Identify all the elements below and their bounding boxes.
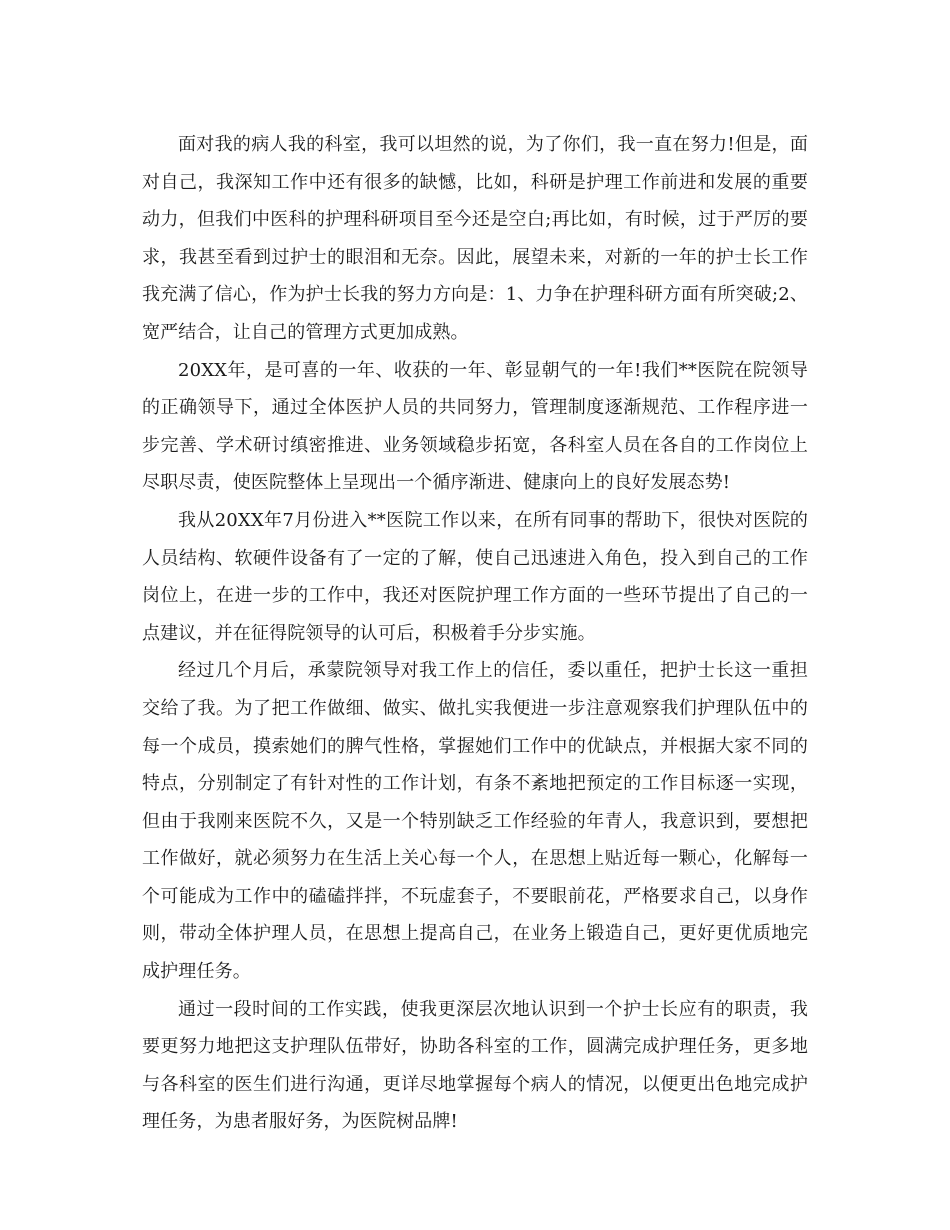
paragraph-2: 20XX年，是可喜的一年、收获的一年、彰显朝气的一年!我们**医院在院领导的正确领导下，通过全体医护人员的共同努力，管理制度逐渐规范、工作程序进一步完善、学术研讨缜密推进、业务领域稳步拓宽，各科室人员在各自的工作岗位上尽职尽责，使医院整体上呈现出一个循序渐进、健康向上的良好发展态势! — [142, 359, 808, 494]
paragraph-4: 经过几个月后，承蒙院领导对我工作上的信任，委以重任，把护士长这一重担交给了我。为了把工作做细、做实、做扎实我便进一步注意观察我们护理队伍中的每一个成员，摸索她们的脾气性格，掌握她们工作中的优缺点，并根据大家不同的特点，分别制定了有针对性的工作计划，有条不紊地把预定的工作目标逐一实现，但由于我刚来医院不久，又是一个特别缺乏工作经验的年青人，我意识到，要想把工作做好，就必须努力在生活上关心每一个人，在思想上贴近每一颗心，化解每一个可能成为工作中的磕磕拌拌，不玩虚套子，不要眼前花，严格要求自己，以身作则，带动全体护理人员，在思想上提高自己，在业务上锻造自己，更好更优质地完成护理任务。 — [142, 660, 808, 983]
paragraph-3: 我从20XX年7月份进入**医院工作以来，在所有同事的帮助下，很快对医院的人员结构、软硬件设备有了一定的了解，使自己迅速进入角色，投入到自己的工作岗位上，在进一步的工作中，我还对医院护理工作方面的一些环节提出了自己的一点建议，并在征得院领导的认可后，积极着手分步实施。 — [142, 509, 808, 644]
paragraph-5: 通过一段时间的工作实践，使我更深层次地认识到一个护士长应有的职责，我要更努力地把这支护理队伍带好，协助各科室的工作，圆满完成护理任务，更多地与各科室的医生们进行沟通，更详尽地掌握每个病人的情况，以便更出色地完成护理任务，为患者服好务，为医院树品牌! — [142, 998, 808, 1133]
document-body — [142, 126, 808, 1141]
paragraph-1: 面对我的病人我的科室，我可以坦然的说，为了你们，我一直在努力!但是，面对自己，我深知工作中还有很多的缺憾，比如，科研是护理工作前进和发展的重要动力，但我们中医科的护理科研项目至今还是空白;再比如，有时候，过于严厉的要求，我甚至看到过护士的眼泪和无奈。因此，展望未来，对新的一年的护士长工作我充满了信心，作为护士长我的努力方向是：1、力争在护理科研方面有所突破;2、宽严结合，让自己的管理方式更加成熟。 — [142, 134, 808, 343]
